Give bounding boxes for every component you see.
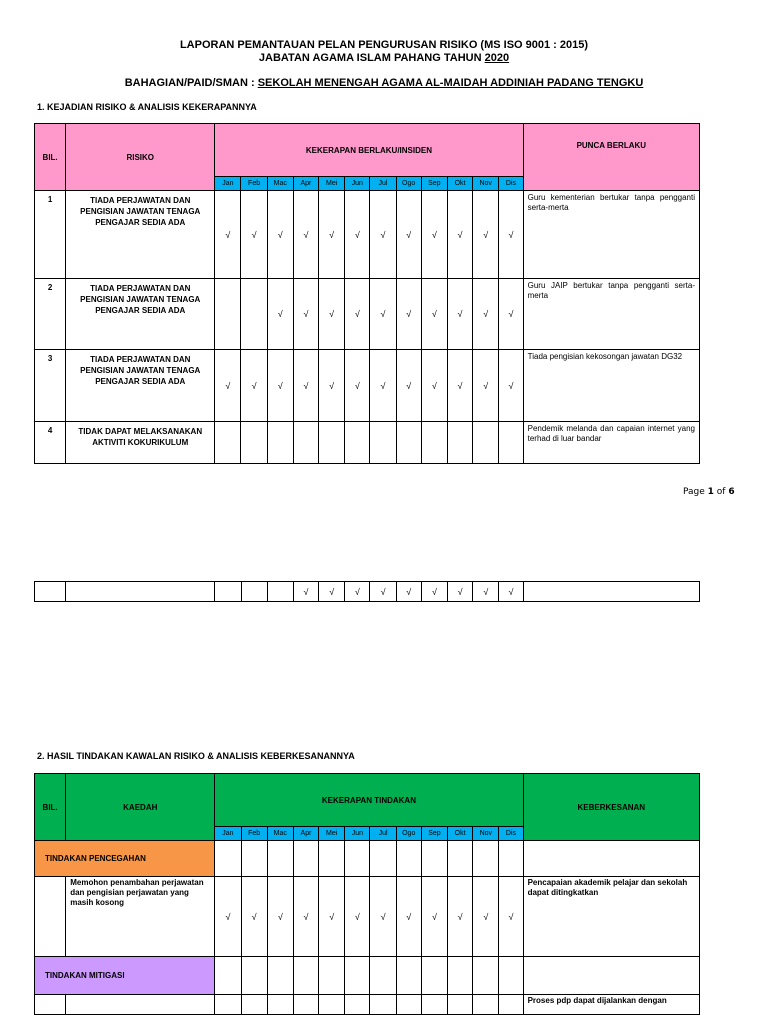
tick-cell <box>421 422 447 464</box>
month-header: Sep <box>421 177 447 191</box>
table-row <box>35 841 700 877</box>
month-header: Nov <box>473 177 499 191</box>
risk-cell: TIDAK DAPAT MELAKSANAKAN AKTIVITI KOKURIKULUM <box>66 422 215 464</box>
row-number: 4 <box>35 422 66 464</box>
row-number: 2 <box>35 279 66 350</box>
tick-cell <box>241 422 267 464</box>
tick-cell <box>267 422 293 464</box>
month-header: Okt <box>448 827 473 841</box>
action-table <box>34 773 700 1015</box>
page-number <box>683 487 735 497</box>
table-row <box>35 350 700 422</box>
table-row <box>35 279 700 350</box>
tick-cell <box>370 422 396 464</box>
page-of: of <box>713 487 729 497</box>
section2-title: 2. HASIL TINDAKAN KAWALAN RISIKO & ANALISIS KEBERKESANANNYA <box>37 751 355 761</box>
tick-cell: √ <box>473 877 499 957</box>
tick-cell: √ <box>421 191 447 279</box>
tick-cell: √ <box>473 279 499 350</box>
empty-cell <box>523 582 699 602</box>
tick-cell: √ <box>473 350 499 422</box>
month-header: Ogo <box>396 177 421 191</box>
punca-cell: Guru JAIP bertukar tanpa pengganti serta-merta <box>523 279 699 350</box>
tick-cell: √ <box>241 350 267 422</box>
tick-cell <box>215 279 241 350</box>
tick-cell: √ <box>499 350 523 422</box>
col-bil: BIL. <box>35 124 66 191</box>
table-row <box>35 995 700 1015</box>
tick-cell <box>473 422 499 464</box>
tick-cell: √ <box>293 582 318 602</box>
tindakan-pencegahan-label: TINDAKAN PENCEGAHAN <box>35 841 215 877</box>
month-header: Dis <box>499 827 523 841</box>
month-header: Mac <box>267 177 293 191</box>
col-keberkesanan: KEBERKESANAN <box>523 774 699 841</box>
report-title: LAPORAN PEMANTAUAN PELAN PENGURUSAN RISIKO (MS ISO 9001 : 2015) <box>179 39 589 51</box>
tick-cell: √ <box>267 350 293 422</box>
tick-cell: √ <box>370 582 396 602</box>
keberkesanan-cell: Pencapaian akademik pelajar dan sekolah dapat ditingkatkan <box>523 877 699 957</box>
col-bil-2: BIL. <box>35 774 66 841</box>
table-row <box>35 957 700 995</box>
tick-cell: √ <box>215 350 241 422</box>
tick-cell: √ <box>499 582 523 602</box>
month-header: Nov <box>473 827 499 841</box>
tick-cell: √ <box>241 877 267 957</box>
table-row <box>35 422 700 464</box>
month-header: Jun <box>345 177 370 191</box>
tick-cell: √ <box>319 877 345 957</box>
bahagian-label: BAHAGIAN/PAID/SMAN : <box>124 77 258 89</box>
tick-cell: √ <box>499 877 523 957</box>
tick-cell <box>215 422 241 464</box>
tick-cell: √ <box>370 279 396 350</box>
tick-cell: √ <box>319 191 345 279</box>
tick-cell: √ <box>345 279 370 350</box>
month-header: Apr <box>293 177 318 191</box>
tick-cell: √ <box>267 877 293 957</box>
month-header: Jun <box>345 827 370 841</box>
empty-cell <box>35 582 66 602</box>
risk-table <box>34 123 700 464</box>
tindakan-mitigasi-label: TINDAKAN MITIGASI <box>35 957 215 995</box>
tick-cell <box>499 422 523 464</box>
month-header: Dis <box>499 177 523 191</box>
punca-cell: Tiada pengisian kekosongan jawatan DG32 <box>523 350 699 422</box>
punca-cell: Pendemik melanda dan capaian internet yang terhad di luar bandar <box>523 422 699 464</box>
tick-cell: √ <box>215 191 241 279</box>
month-header: Mac <box>267 827 293 841</box>
department-label: JABATAN AGAMA ISLAM PAHANG TAHUN <box>258 52 485 64</box>
col-kaedah: KAEDAH <box>66 774 215 841</box>
tick-cell: √ <box>396 350 421 422</box>
col-punca: PUNCA BERLAKU <box>523 124 699 191</box>
month-header: Feb <box>241 827 267 841</box>
tick-cell: √ <box>421 582 447 602</box>
risk-cell: TIADA PERJAWATAN DAN PENGISIAN JAWATAN TENAGA PENGAJAR SEDIA ADA <box>66 350 215 422</box>
tick-cell: √ <box>396 582 421 602</box>
month-header: Jul <box>370 177 396 191</box>
tick-cell: √ <box>293 877 318 957</box>
month-header: Mei <box>319 827 345 841</box>
tick-cell: √ <box>319 582 345 602</box>
tick-cell: √ <box>499 279 523 350</box>
tick-cell: √ <box>370 191 396 279</box>
tick-cell: √ <box>396 877 421 957</box>
tick-cell: √ <box>370 350 396 422</box>
tick-cell: √ <box>473 582 499 602</box>
tick-cell <box>345 422 370 464</box>
tick-cell: √ <box>293 279 318 350</box>
tick-cell: √ <box>447 350 472 422</box>
tick-cell: √ <box>421 279 447 350</box>
tick-cell: √ <box>345 191 370 279</box>
tick-cell: √ <box>267 279 293 350</box>
tick-cell: √ <box>345 582 370 602</box>
col-risiko: RISIKO <box>66 124 215 191</box>
report-year: 2020 <box>484 52 510 64</box>
tick-cell: √ <box>421 877 447 957</box>
tick-cell <box>267 582 293 602</box>
tick-cell <box>293 422 318 464</box>
bahagian-line <box>0 77 768 89</box>
tick-cell: √ <box>396 191 421 279</box>
tick-cell: √ <box>473 191 499 279</box>
bahagian-value: SEKOLAH MENENGAH AGAMA AL-MAIDAH ADDINIAH PADANG TENGKU <box>257 77 644 89</box>
tick-cell <box>241 582 267 602</box>
tick-cell: √ <box>345 350 370 422</box>
tick-cell <box>215 582 241 602</box>
month-header: Sep <box>421 827 447 841</box>
risk-table-continuation <box>34 581 700 602</box>
col-kekerapan-tindakan: KEKERAPAN TINDAKAN <box>215 774 523 827</box>
risk-cell: TIADA PERJAWATAN DAN PENGISIAN JAWATAN TENAGA PENGAJAR SEDIA ADA <box>66 279 215 350</box>
tick-cell: √ <box>215 877 241 957</box>
row-number: 1 <box>35 191 66 279</box>
page-prefix: Page <box>683 487 708 497</box>
page-current: 1 <box>707 487 714 497</box>
tick-cell: √ <box>241 191 267 279</box>
month-header: Okt <box>447 177 472 191</box>
tick-cell <box>241 279 267 350</box>
month-header: Ogo <box>396 827 421 841</box>
tick-cell: √ <box>447 191 472 279</box>
month-header: Apr <box>293 827 318 841</box>
empty-cell <box>66 582 215 602</box>
month-header: Mei <box>319 177 345 191</box>
tick-cell: √ <box>293 191 318 279</box>
tick-cell: √ <box>421 350 447 422</box>
tick-cell: √ <box>448 582 473 602</box>
tick-cell: √ <box>319 350 345 422</box>
month-header: Jul <box>370 827 396 841</box>
table-row <box>35 582 700 602</box>
tick-cell: √ <box>267 191 293 279</box>
section1-title: 1. KEJADIAN RISIKO & ANALISIS KEKERAPANNYA <box>37 102 257 112</box>
kaedah-cell: Memohon penambahan perjawatan dan pengisian perjawatan yang masih kosong <box>66 877 215 957</box>
row-number: 3 <box>35 350 66 422</box>
risk-cell: TIADA PERJAWATAN DAN PENGISIAN JAWATAN TENAGA PENGAJAR SEDIA ADA <box>66 191 215 279</box>
tick-cell <box>396 422 421 464</box>
tick-cell: √ <box>319 279 345 350</box>
tick-cell: √ <box>447 279 472 350</box>
page-total: 6 <box>728 487 735 497</box>
tick-cell: √ <box>396 279 421 350</box>
tick-cell: √ <box>448 877 473 957</box>
tick-cell <box>319 422 345 464</box>
col-kekerapan: KEKERAPAN BERLAKU/INSIDEN <box>215 124 523 177</box>
table-row <box>35 191 700 279</box>
tick-cell: √ <box>293 350 318 422</box>
table-row <box>35 877 700 957</box>
punca-cell: Guru kementerian bertukar tanpa pengganti serta-merta <box>523 191 699 279</box>
month-header: Feb <box>241 177 267 191</box>
month-header: Jan <box>215 177 241 191</box>
empty-cell <box>35 877 66 957</box>
tick-cell: √ <box>370 877 396 957</box>
month-header: Jan <box>215 827 241 841</box>
tick-cell: √ <box>345 877 370 957</box>
tick-cell <box>447 422 472 464</box>
tick-cell: √ <box>499 191 523 279</box>
report-subtitle <box>0 52 768 64</box>
keberkesanan-cell: Proses pdp dapat dijalankan dengan <box>523 995 699 1015</box>
